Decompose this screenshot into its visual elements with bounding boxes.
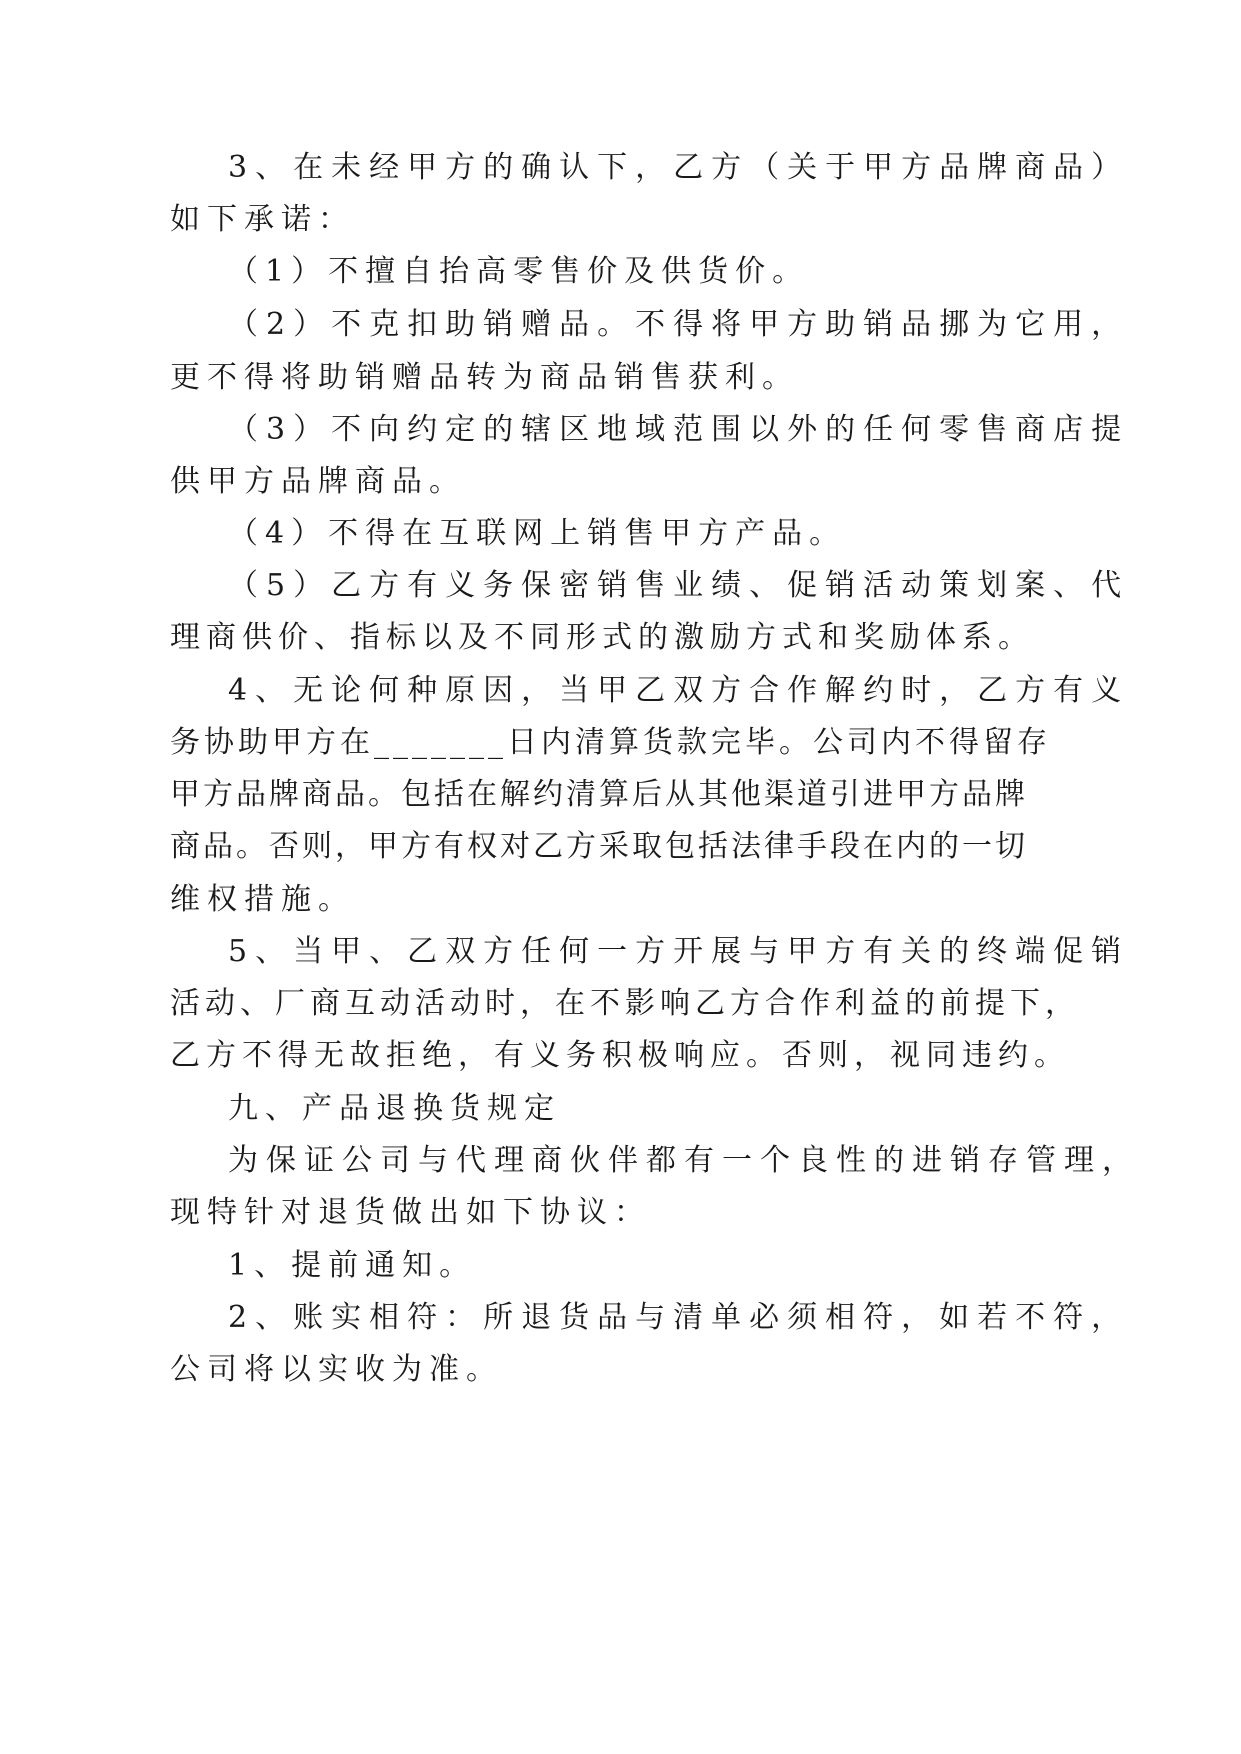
text-line: 供甲方品牌商品。 bbox=[170, 464, 466, 499]
text-line: 甲方品牌商品。包括在解约清算后从其他渠道引进甲方品牌 bbox=[170, 777, 1028, 812]
text-line: 公司将以实收为准。 bbox=[170, 1352, 503, 1387]
text-line: （2）不克扣助销赠品。不得将甲方助销品挪为它用， bbox=[228, 307, 1130, 342]
text-line: 1、提前通知。 bbox=[228, 1248, 477, 1283]
text-line: 乙方不得无故拒绝，有义务积极响应。否则，视同违约。 bbox=[170, 1038, 1070, 1073]
text-line: 4、无论何种原因，当甲乙双方合作解约时，乙方有义 bbox=[228, 673, 1130, 708]
text-line: 活动、厂商互动活动时，在不影响乙方合作利益的前提下， bbox=[170, 986, 1080, 1021]
text-line: （5）乙方有义务保密销售业绩、促销活动策划案、代 bbox=[228, 568, 1130, 603]
text-line: （1）不擅自抬高零售价及供货价。 bbox=[228, 254, 810, 289]
text-line: 理商供价、指标以及不同形式的激励方式和奖励体系。 bbox=[170, 620, 1034, 655]
text-line: 现特针对退货做出如下协议： bbox=[170, 1195, 651, 1230]
text-line: 为保证公司与代理商伙伴都有一个良性的进销存管理， bbox=[228, 1143, 1140, 1178]
text-line: 维权措施。 bbox=[170, 882, 355, 917]
section-heading: 九、产品退换货规定 bbox=[228, 1091, 561, 1126]
text-line: （3）不向约定的辖区地域范围以外的任何零售商店提 bbox=[228, 412, 1130, 447]
text-line: 更不得将助销赠品转为商品销售获利。 bbox=[170, 360, 799, 395]
text-line: 商品。否则，甲方有权对乙方采取包括法律手段在内的一切 bbox=[170, 829, 1028, 864]
text-line: 务协助甲方在_______日内清算货款完毕。公司内不得留存 bbox=[170, 725, 1051, 760]
text-line: 5、当甲、乙双方任何一方开展与甲方有关的终端促销 bbox=[228, 934, 1130, 969]
text-line: 3、在未经甲方的确认下，乙方（关于甲方品牌商品） bbox=[228, 150, 1130, 185]
text-line: 如下承诺： bbox=[170, 202, 355, 237]
text-line: 2、账实相符：所退货品与清单必须相符，如若不符， bbox=[228, 1300, 1130, 1335]
text-line: （4）不得在互联网上销售甲方产品。 bbox=[228, 516, 847, 551]
